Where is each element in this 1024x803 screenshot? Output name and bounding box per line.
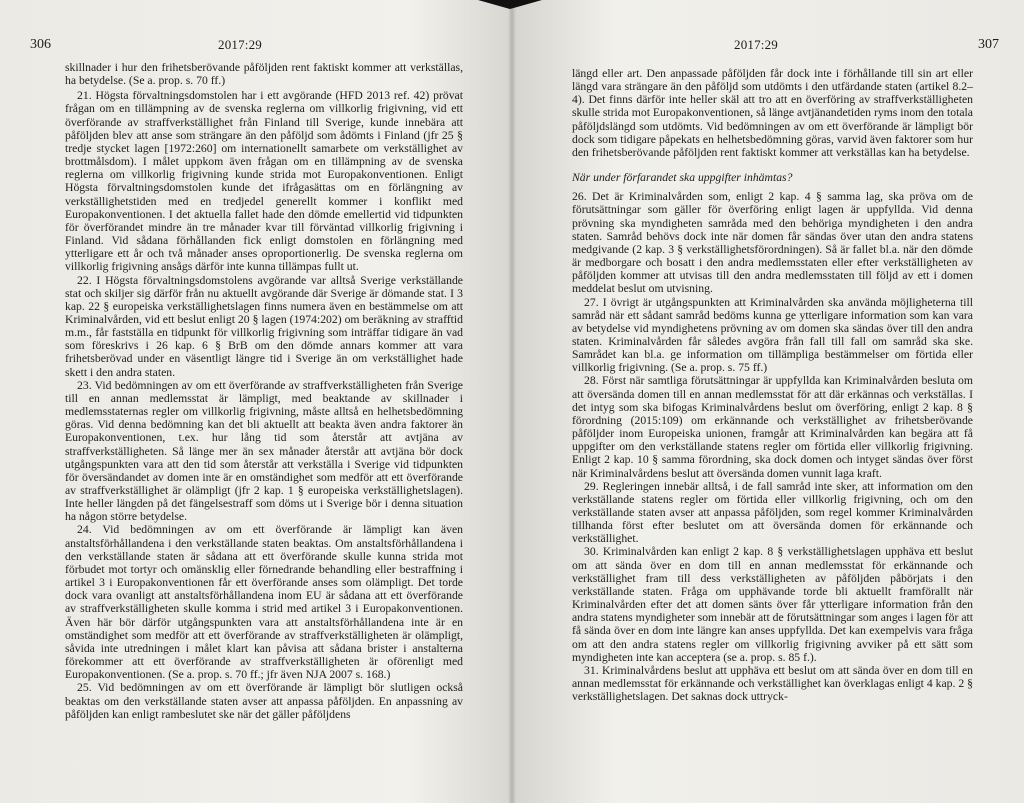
- page-number: 307: [978, 37, 999, 52]
- paragraph: 28. Först när samtliga förutsättningar är uppfyllda kan Kriminalvården besluta om att översända domen till en annan medlemsstat för att där erkännas och verkställas. I det intyg som ska bifogas Kriminalvårdens beslut om överföring, enligt 2 kap. 8 § förordning (2015:109) om erkännande och verkställighet av frihetsberövande påföljder inom Europeiska unionen, framgår att Kriminalvården kan begära att få uppgifter om den verkställande statens regler om förtida eller villkorlig frigivning. Enligt 2 kap. 10 § samma förordning, ska dock domen och intyget sändas över först när Kriminalvårdens beslut att översända domen vunnit laga kraft.: [572, 374, 973, 480]
- paragraph: 22. I Högsta förvaltningsdomstolens avgörande var alltså Sverige verkställande stat och skiljer sig därför från nu aktuellt avgörande där Sverige är dömande stat. I 3 kap. 22 § europeiska verkställighetslagen finns numera även en bestämmelse om att Kriminalvården, vid ett beslut enligt 20 § lagen (1974:202) om beräkning av strafftid m.m., får fastställa en tidpunkt för villkorlig frigivning som inträffar tidigare än vad som föreskrivs i 26 kap. 6 § BrB om den dömde annars kommer att vara frihetsberövad under en väsentligt längre tid i Sverige än om verkställighet hade skett i den andra staten.: [65, 273, 463, 379]
- paragraph: 25. Vid bedömningen av om ett överförande är lämpligt bör slutligen också beaktas om den verkställande staten avser att anpassa påföljden. En anpassning av påföljden kan enligt rambeslutet ske när det gäller påföljdens: [65, 681, 463, 721]
- body-text: [65, 61, 463, 721]
- running-head: 2017:29: [734, 37, 779, 52]
- paragraph: 31. Kriminalvårdens beslut att upphäva ett beslut om att sända över en dom till en annan medlemsstat för erkännande och verkställighet kan överklagas enligt 4 kap. 2 § verkställighetslagen. Det saknas dock uttryck-: [572, 663, 973, 704]
- paragraph: 21. Högsta förvaltningsdomstolen har i ett avgörande (HFD 2013 ref. 42) prövat frågan om en tillämpning av de svenska reglerna om villkorlig frigivning, vid ett överförande av straffverkställighet från Finland till Sverige, kunde innebära att påföljden blev att anse som strängare än den påföljd som ådömts i Finland (jfr 25 § tredje stycket lagen [1972:260] om internationellt samarbete om verkställighet av brottmålsdom). I målet uppkom även frågan om en tillämpning av de svenska reglerna om villkorlig frigivning kunde strida mot Europakonventionen. Enligt Högsta förvaltningsdomstolen kunde det ifrågasättas om en förlängning av verkställighetstiden med en tredjedel generellt kommer i konflikt med Europakonventionen. I det aktuella fallet hade den dömde emellertid vid tidpunkten för överförandet mindre än tre månader kvar till förväntad villkorlig frigivning i Finland. Vid sådana förhållanden fick enligt domstolen en förlängning med ytterligare ett år och två månader anses oproportionerlig. De svenska reglerna om villkorlig frigivning ansågs därför inte kunna tillämpas fullt ut.: [65, 89, 463, 274]
- body-text: [572, 67, 973, 703]
- paragraph: 24. Vid bedömningen av om ett överförande är lämpligt kan även anstaltsförhållandena i den verkställande staten beaktas. Om anstaltsförhållandena i den verkställande staten är sådana att ett överförande skulle kunna strida mot förbudet mot tortyr och omänsklig eller förnedrande behandling eller bestraffning i artikel 3 i Europakonventionen får ett överförande anses som olämpligt. Det torde dock vara ovanligt att anstaltsförhållandena inom EU är sådana att ett överförande av straffverkställigheten skulle komma i strid med artikel 3 i Europakonventionen. Även här bör därför utgångspunkten vara att anstaltsförhållandena inte är en omständighet som medför att ett överförande av straffverkställigheten är olämpligt, såvida inte utredningen i målet klart kan påvisa att sådana brister i anstalterna förekommer att ett överförande av straffverkställigheten är oförenligt med Europakonventionen. (Se a. prop. s. 70 ff.; jfr även NJA 2007 s. 168.): [65, 523, 463, 682]
- section-heading: När under förfarandet ska uppgifter inhämtas?: [572, 171, 793, 185]
- page-number: 306: [30, 37, 51, 52]
- paragraph: skillnader i hur den frihetsberövande påföljden rent faktiskt kommer att verkställas, ha betydelse. (Se a. prop. s. 70 ff.): [65, 61, 463, 88]
- paragraph: 30. Kriminalvården kan enligt 2 kap. 8 § verkställighetslagen upphäva ett beslut om att sända över en dom till en annan medlemsstat för erkännande och verkställighet fram till dess verkställigheten av påföljden påbörjats i den verkställande staten. Fråga om upphävande torde bli aktuellt framförallt när Kriminalvården efter det att domen sänts över får ytterligare information från den andra statens myndigheter som innebär att de förutsättningar som anges i lagen för att få sända över en dom inte längre kan anses uppfyllda. Det kan exempelvis vara fråga om att den andra statens regler om villkorlig frigivning avviker på ett sätt som myndigheten inte kan acceptera (se a. prop. s. 85 f.).: [572, 545, 973, 664]
- paragraph: längd eller art. Den anpassade påföljden får dock inte i förhållande till sin art eller längd vara strängare än den påföljd som utdömts i den utfärdande staten (artikel 8.2–4). Det finns därför inte heller skäl att tro att en överföring av straffverkställigheten skulle strida mot Europakonventionen, så länge avtjänandetiden ryms inom den totala påföljdslängd som utdömts. Vid bedömningen av om ett överförande är lämpligt bör dock som tidigare påpekats en helhetsbedömning göras, varvid även faktorer som hur den frihetsberövande påföljden rent faktiskt kommer att verkställas kan ha betydelse.: [572, 67, 973, 159]
- paragraph: 26. Det är Kriminalvården som, enligt 2 kap. 4 § samma lag, ska pröva om de förutsättningar som gäller för överföring enligt lagen är uppfyllda. Vid denna prövning ska myndigheten samråda med den behöriga myndigheten i den andra staten. Samråd behövs dock inte när domen får sändas över utan den andra statens medgivande (2 kap. 3 § verkställighetsförordningen). Så är fallet bl.a. när den dömde är medborgare och bosatt i den andra medlemsstaten eller efter verkställigheten av påföljden kommer att utvisas till den andra medlemsstaten till följd av ett i domen meddelat beslut om utvisning.: [572, 190, 973, 296]
- paragraph: 23. Vid bedömningen av om ett överförande av straffverkställigheten från Sverige till en annan medlemsstat är lämpligt, med beaktande av skillnader i medlemsstaternas regler om villkorlig frigivning, måste alltså en helhetsbedömning göras. Vid denna bedömning kan det bli aktuellt att beakta även andra faktorer än Europakonventionen, t.ex. hur lång tid som återstår att avtjäna av straffverkställigheten. Så länge mer än sex månader återstår att avtjäna bör dock utgångspunkten vara att den tid som återstår att verkställa i Sverige vid tidpunkten för översändandet av domen inte är en omständighet som medför att ett överförande av straffverkställighet är olämpligt (jfr 2 kap. 1 § europeiska verkställighetslagen). Inte heller längden på det fängelsestraff som döms ut i Sverige bör i denna situation ha någon större betydelse.: [65, 378, 463, 524]
- running-head: 2017:29: [218, 37, 263, 52]
- paragraph: 29. Regleringen innebär alltså, i de fall samråd inte sker, att information om den verkställande statens regler om förtida eller villkorlig frigivning, och om den verkställande staten avser att anpassa påföljden, som regel kommer Kriminalvården tillhanda först efter beslutet om att översända domen för erkännande och verkställighet.: [572, 479, 973, 546]
- right-page: [512, 0, 1024, 803]
- paragraph: 27. I övrigt är utgångspunkten att Kriminalvården ska använda möjligheterna till samråd när ett sådant samråd bedöms kunna ge ytterligare information som kan vara av betydelse vid myndighetens prövning av om domen ska sändas över till den andra staten. Kriminalvården får således avgöra från fall till fall om samråd ska ske. Samrådet kan bl.a. ge information om tillämpliga bestämmelser om förtida eller villkorlig frigivning. (Se a. prop. s. 75 ff.): [572, 295, 973, 375]
